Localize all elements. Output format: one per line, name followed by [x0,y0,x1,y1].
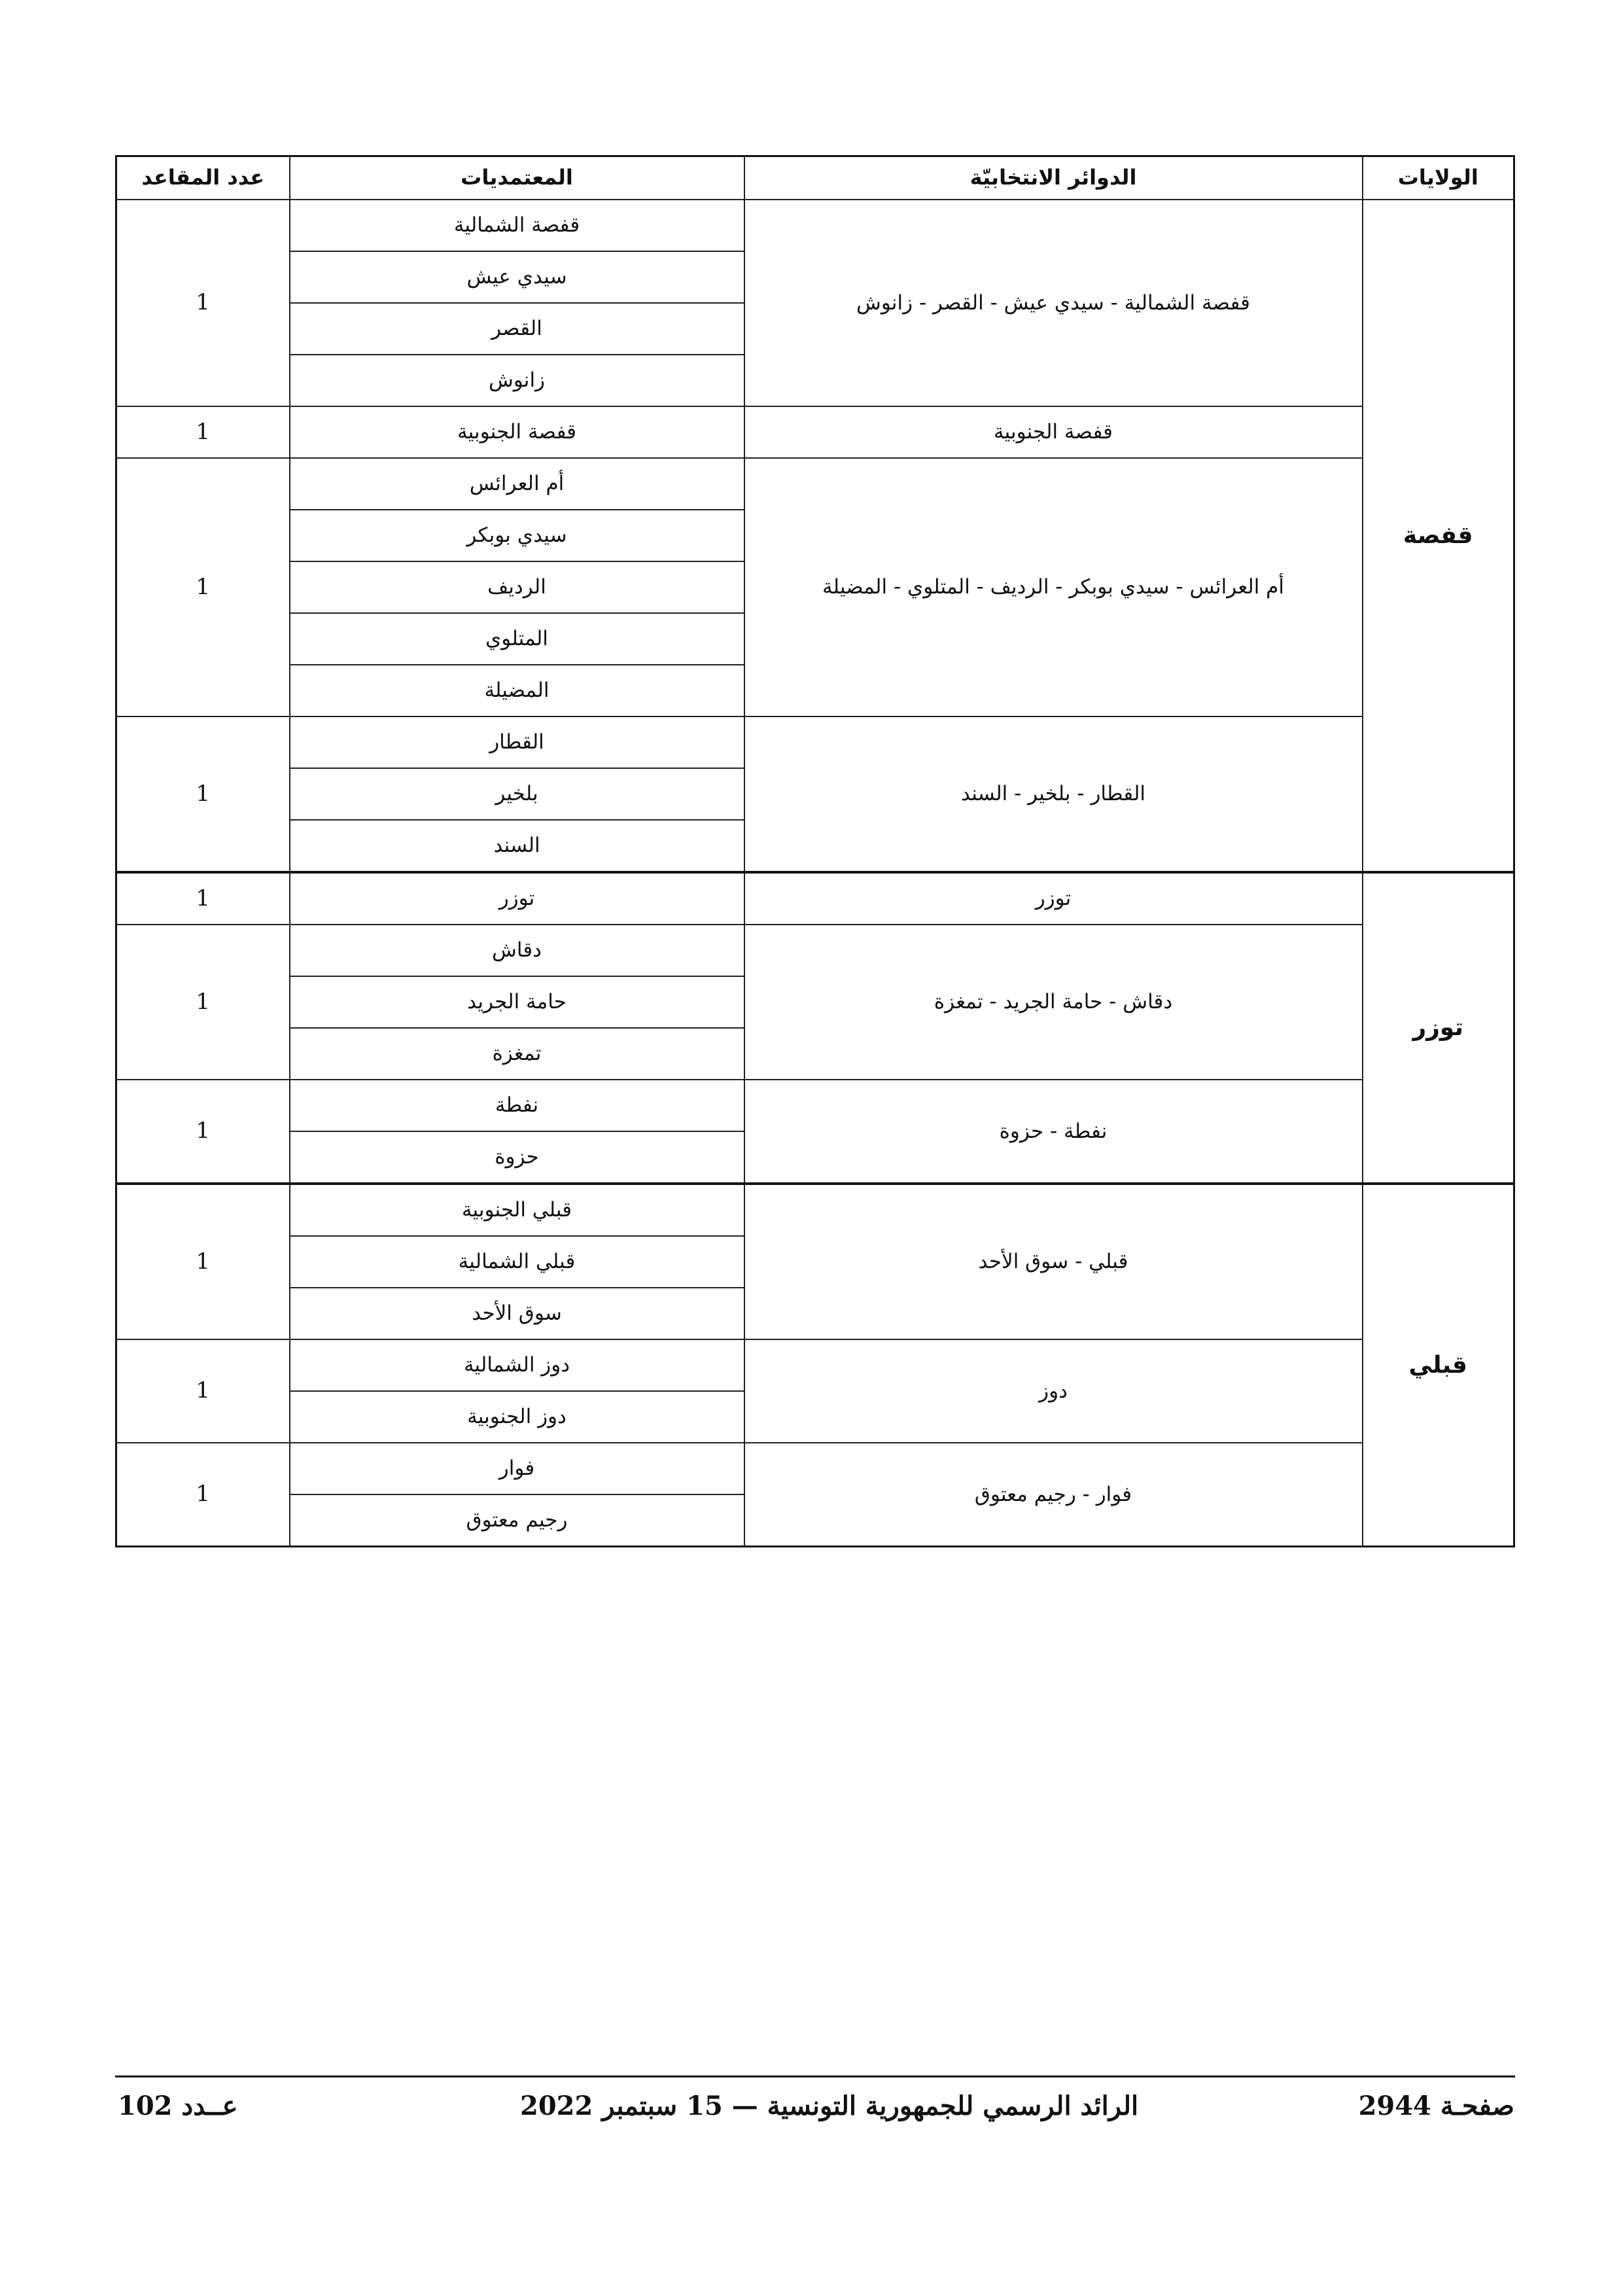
table-row [116,716,1514,768]
delegation-cell: دوز الجنوبية [290,1391,744,1443]
constituency-cell: دقاش - حامة الجريد - تمغزة [744,925,1363,1080]
delegation-cell: رجيم معتوق [290,1494,744,1547]
seats-cell: 1 [116,716,290,872]
constituency-cell: قفصة الجنوبية [744,406,1363,458]
seats-cell: 1 [116,1184,290,1339]
table-row [116,458,1514,510]
footer-issue-number: عــدد 102 [118,2091,238,2121]
delegation-cell: السند [290,820,744,872]
table-header-row [116,156,1514,200]
header-seats: عدد المقاعد [116,156,290,200]
header-governorates: الولايات [1363,156,1514,200]
constituency-cell: فوار - رجيم معتوق [744,1443,1363,1547]
delegation-cell: المضيلة [290,665,744,716]
seats-table-container [115,155,1513,1547]
delegation-cell: القصر [290,303,744,355]
seats-cell: 1 [116,458,290,716]
constituency-cell: قبلي - سوق الأحد [744,1184,1363,1339]
seats-cell: 1 [116,1080,290,1184]
delegation-cell: حزوة [290,1131,744,1184]
constituency-cell: أم العرائس - سيدي بوبكر - الرديف - المتلوي - المضيلة [744,458,1363,716]
footer-journal-title: الرائد الرسمي للجمهورية التونسية — 15 سبتمبر 2022 [520,2091,1139,2121]
table-row [116,1080,1514,1131]
constituency-cell: توزر [744,872,1363,925]
table-row [116,872,1514,925]
delegation-cell: قفصة الشمالية [290,200,744,251]
delegation-cell: دقاش [290,925,744,976]
table-row [116,1339,1514,1391]
delegation-cell: الرديف [290,561,744,613]
seats-cell: 1 [116,925,290,1080]
footer-page-number: صفحـة 2944 [1358,2091,1514,2121]
delegation-cell: أم العرائس [290,458,744,510]
delegation-cell: حامة الجريد [290,976,744,1028]
header-delegations: المعتمديات [290,156,744,200]
delegation-cell: تمغزة [290,1028,744,1080]
delegation-cell: القطار [290,716,744,768]
table-row [116,1184,1514,1236]
delegation-cell: بلخير [290,768,744,820]
constituencies-table [115,155,1515,1547]
constituency-cell: القطار - بلخير - السند [744,716,1363,872]
delegation-cell: سوق الأحد [290,1288,744,1339]
delegation-cell: زانوش [290,355,744,406]
table-body [116,200,1514,1547]
delegation-cell: سيدي عيش [290,251,744,303]
delegation-cell: دوز الشمالية [290,1339,744,1391]
constituency-cell: نفطة - حزوة [744,1080,1363,1184]
header-constituencies: الدوائر الانتخابيّة [744,156,1363,200]
seats-cell: 1 [116,1443,290,1547]
delegation-cell: سيدي بوبكر [290,510,744,561]
table-row [116,1443,1514,1494]
delegation-cell: توزر [290,872,744,925]
governorate-cell: قبلي [1363,1184,1514,1547]
governorate-cell: قفصة [1363,200,1514,872]
delegation-cell: قبلي الجنوبية [290,1184,744,1236]
footer-rule [115,2075,1515,2077]
seats-cell: 1 [116,200,290,406]
governorate-cell: توزر [1363,872,1514,1184]
delegation-cell: قفصة الجنوبية [290,406,744,458]
seats-cell: 1 [116,872,290,925]
delegation-cell: نفطة [290,1080,744,1131]
delegation-cell: قبلي الشمالية [290,1236,744,1288]
table-row [116,200,1514,251]
delegation-cell: المتلوي [290,613,744,665]
constituency-cell: دوز [744,1339,1363,1443]
delegation-cell: فوار [290,1443,744,1494]
table-row [116,925,1514,976]
seats-cell: 1 [116,406,290,458]
seats-cell: 1 [116,1339,290,1443]
table-row [116,406,1514,458]
constituency-cell: قفصة الشمالية - سيدي عيش - القصر - زانوش [744,200,1363,406]
